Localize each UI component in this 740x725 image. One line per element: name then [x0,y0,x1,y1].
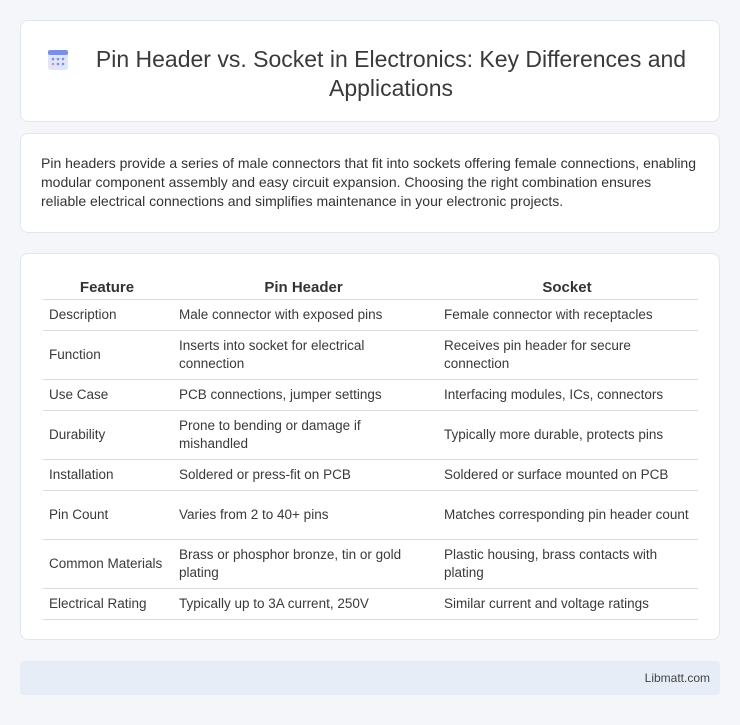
socket-cell: Plastic housing, brass contacts with plating [436,540,698,589]
table-row [43,540,698,589]
footer-site-link[interactable]: Libmatt.com [644,671,710,685]
comparison-table-card [20,253,720,640]
pin-header-cell: Varies from 2 to 40+ pins [171,491,436,540]
socket-cell: Soldered or surface mounted on PCB [436,460,698,491]
table-header-row [43,274,698,300]
table-row [43,589,698,620]
footer-bar [20,661,720,695]
socket-cell: Similar current and voltage ratings [436,589,698,620]
title-card [20,20,720,122]
pin-header-cell: Typically up to 3A current, 250V [171,589,436,620]
pin-header-cell: Soldered or press-fit on PCB [171,460,436,491]
table-row [43,380,698,411]
feature-cell: Durability [43,411,171,460]
table-row [43,331,698,380]
column-header-socket: Socket [436,274,698,300]
feature-cell: Use Case [43,380,171,411]
socket-cell: Female connector with receptacles [436,300,698,331]
feature-cell: Installation [43,460,171,491]
intro-paragraph: Pin headers provide a series of male connectors that fit into sockets offering female connections, enabling modular component assembly and easy circuit expansion. Choosing the right combination ensures reliable electrical connections and simplifies maintenance in your electronic projects. [41,155,697,209]
pin-header-cell: Brass or phosphor bronze, tin or gold plating [171,540,436,589]
feature-cell: Pin Count [43,491,171,540]
socket-cell: Receives pin header for secure connection [436,331,698,380]
pin-header-cell: Inserts into socket for electrical connection [171,331,436,380]
table-row [43,411,698,460]
pin-header-cell: Prone to bending or damage if mishandled [171,411,436,460]
feature-cell: Electrical Rating [43,589,171,620]
table-row [43,300,698,331]
page-title: Pin Header vs. Socket in Electronics: Key Differences and Applications [95,46,687,101]
table-row [43,460,698,491]
socket-cell: Typically more durable, protects pins [436,411,698,460]
socket-cell: Matches corresponding pin header count [436,491,698,540]
comparison-table [43,274,698,620]
socket-cell: Interfacing modules, ICs, connectors [436,380,698,411]
column-header-pin-header: Pin Header [171,274,436,300]
feature-cell: Description [43,300,171,331]
feature-cell: Common Materials [43,540,171,589]
pin-header-cell: Male connector with exposed pins [171,300,436,331]
pin-header-cell: PCB connections, jumper settings [171,380,436,411]
feature-cell: Function [43,331,171,380]
column-header-feature: Feature [43,274,171,300]
table-row [43,491,698,540]
intro-card [20,133,720,233]
